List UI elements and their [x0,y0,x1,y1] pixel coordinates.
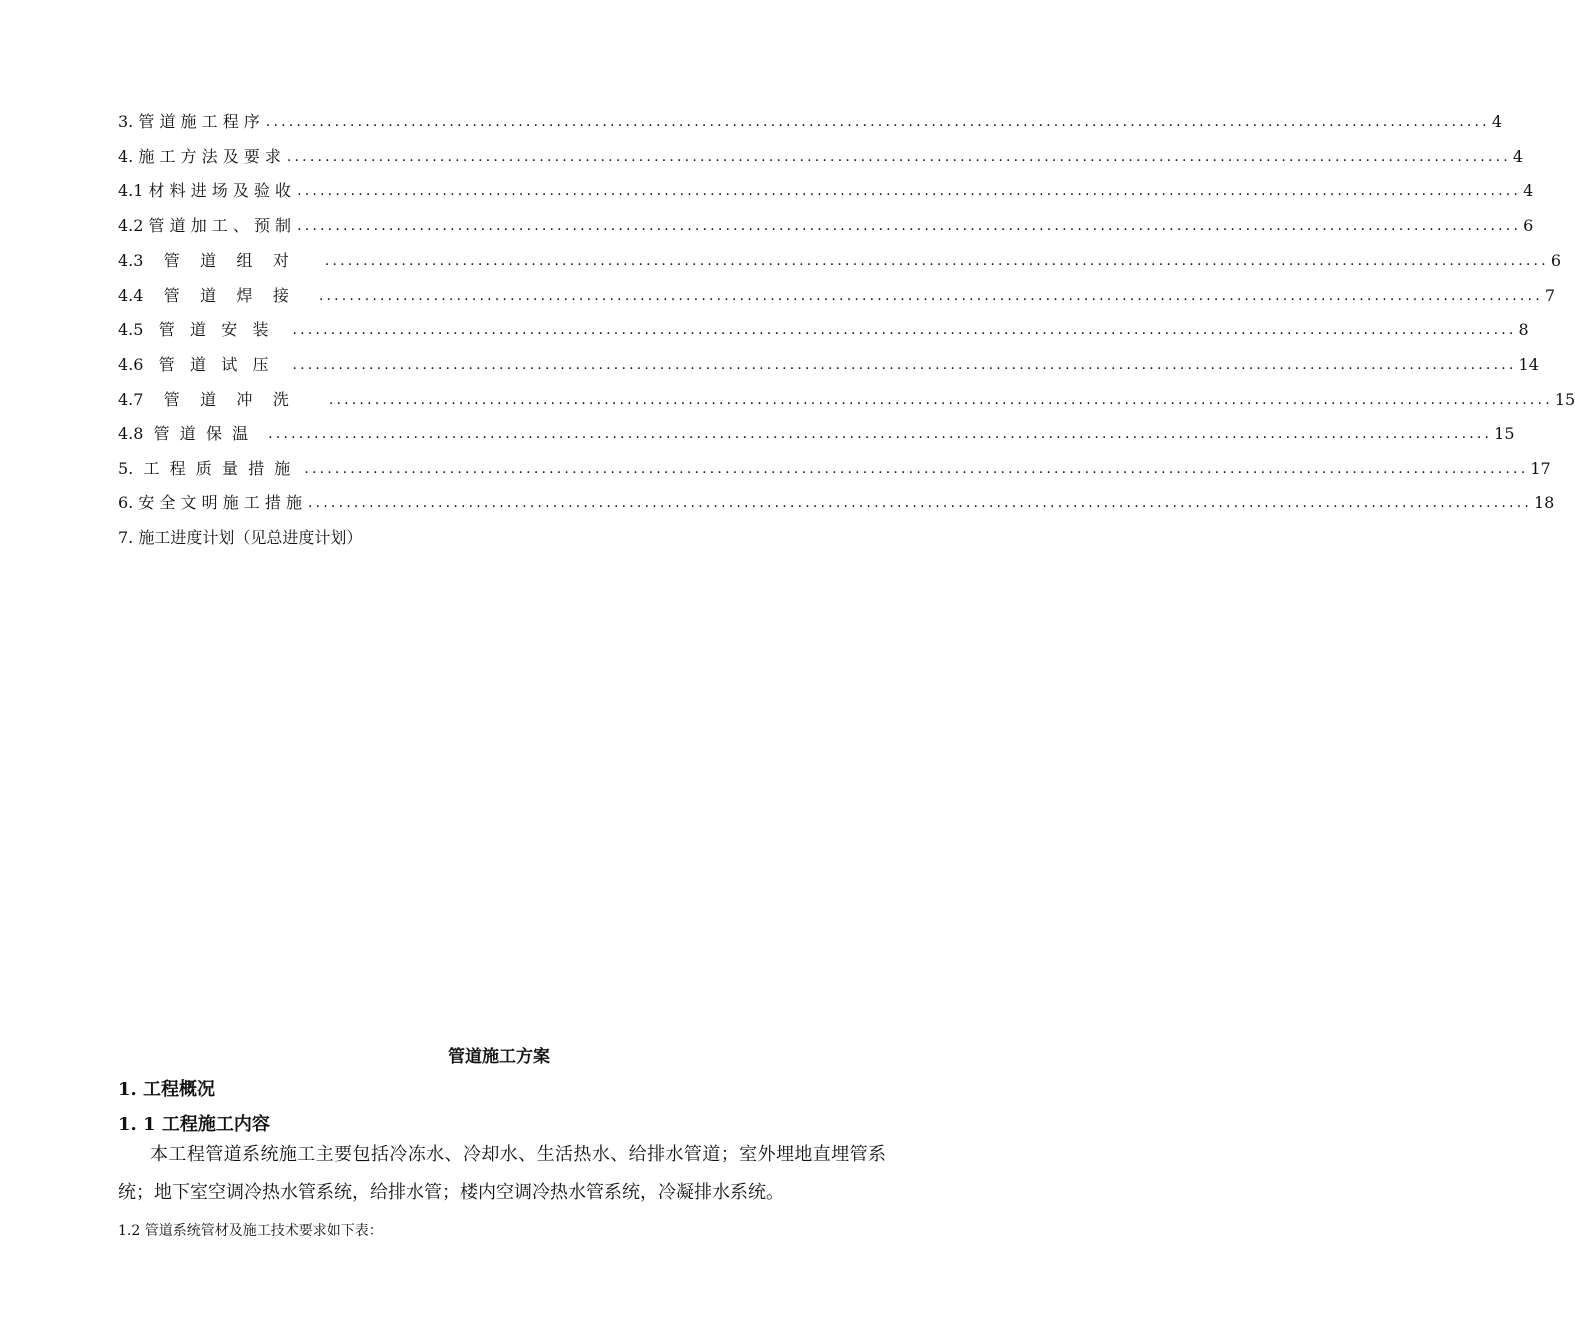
toc-entry-label: 4.8 管 道 保 温 [118,424,249,443]
toc-entry-label: 5. 工 程 质 量 措 施 [118,459,291,478]
document-title: 管道施工方案 [448,1047,550,1067]
toc-entry-label: 3. 管 道 施 工 程 序 [118,112,260,131]
toc-entry[interactable] [118,106,1503,132]
toc-entry[interactable] [118,418,1515,444]
toc-leader-dots: ................................................................................................................................................................ [307,495,1532,511]
section-heading: 1. 工程概况 [118,1079,216,1100]
toc-entry[interactable] [118,141,1524,167]
toc-entry-page: 15 [1494,424,1515,443]
toc-entry-label: 4.5 管 道 安 装 [118,320,269,339]
toc-entry-page: 14 [1518,355,1539,374]
toc-entry-page: 17 [1530,459,1551,478]
toc-entry-last[interactable] [118,522,362,548]
toc-entry-page: 4 [1512,147,1524,166]
toc-entry-label: 4.1 材 料 进 场 及 验 收 [118,181,292,200]
toc-leader-dots: ................................................................................................................................................................ [297,218,1522,234]
toc-leader-dots: ................................................................................................................................................................ [286,149,1511,165]
toc-leader-dots: ................................................................................................................................................................ [268,426,1493,442]
toc-entry[interactable] [118,453,1551,479]
toc-entry[interactable] [118,487,1555,513]
toc-entry[interactable] [118,384,1575,410]
toc-leader-dots: ................................................................................................................................................................ [324,253,1549,269]
toc-entry-label: 4.7 管 道 冲 洗 [118,390,289,409]
toc-leader-dots: ................................................................................................................................................................ [297,183,1522,199]
toc-entry[interactable] [118,175,1534,201]
toc-entry-page: 7 [1544,286,1556,305]
toc-entry-page: 6 [1523,216,1534,235]
body-paragraph: 本工程管道系统施工主要包括冷冻水、冷却水、生活热水、给排水管道；室外埋地直埋管系统；地下室空调冷热水管系统，给排水管；楼内空调冷热水管系统，冷凝排水系统。 [118,1144,886,1203]
toc-entry-page: 18 [1534,493,1555,512]
toc-entry-page: 4 [1523,181,1534,200]
toc-entry-label: 7. 施工进度计划（见总进度计划） [118,528,363,547]
toc-entry[interactable] [118,280,1556,306]
toc-entry-label: 4.2 管 道 加 工 、 预 制 [118,216,292,235]
toc-entry[interactable] [118,245,1562,271]
toc-entry-label: 4. 施 工 方 法 及 要 求 [118,147,281,166]
toc-entry[interactable] [118,314,1529,340]
toc-leader-dots: ................................................................................................................................................................ [265,114,1490,130]
table-intro-note: 1.2 管道系统管材及施工技术要求如下表： [118,1223,383,1239]
toc-entry-label: 6. 安 全 文 明 施 工 措 施 [118,493,302,512]
toc-leader-dots: ................................................................................................................................................................ [292,357,1517,373]
toc-leader-dots: ................................................................................................................................................................ [304,461,1529,477]
toc-entry-label: 4.3 管 道 组 对 [118,251,289,270]
subsection-heading: 1. 1 工程施工内容 [118,1114,270,1135]
toc-entry[interactable] [118,349,1539,375]
toc-entry-label: 4.6 管 道 试 压 [118,355,269,374]
toc-entry-label: 4.4 管 道 焊 接 [118,286,289,305]
toc-entry-page: 15 [1554,390,1575,409]
toc-leader-dots: ................................................................................................................................................................ [328,392,1553,408]
toc-leader-dots: ................................................................................................................................................................ [292,322,1517,338]
toc-entry-page: 8 [1518,320,1529,339]
toc-entry-page: 6 [1550,251,1562,270]
toc-entry[interactable] [118,210,1534,236]
toc-leader-dots: ................................................................................................................................................................ [318,288,1543,304]
toc-entry-page: 4 [1491,112,1503,131]
